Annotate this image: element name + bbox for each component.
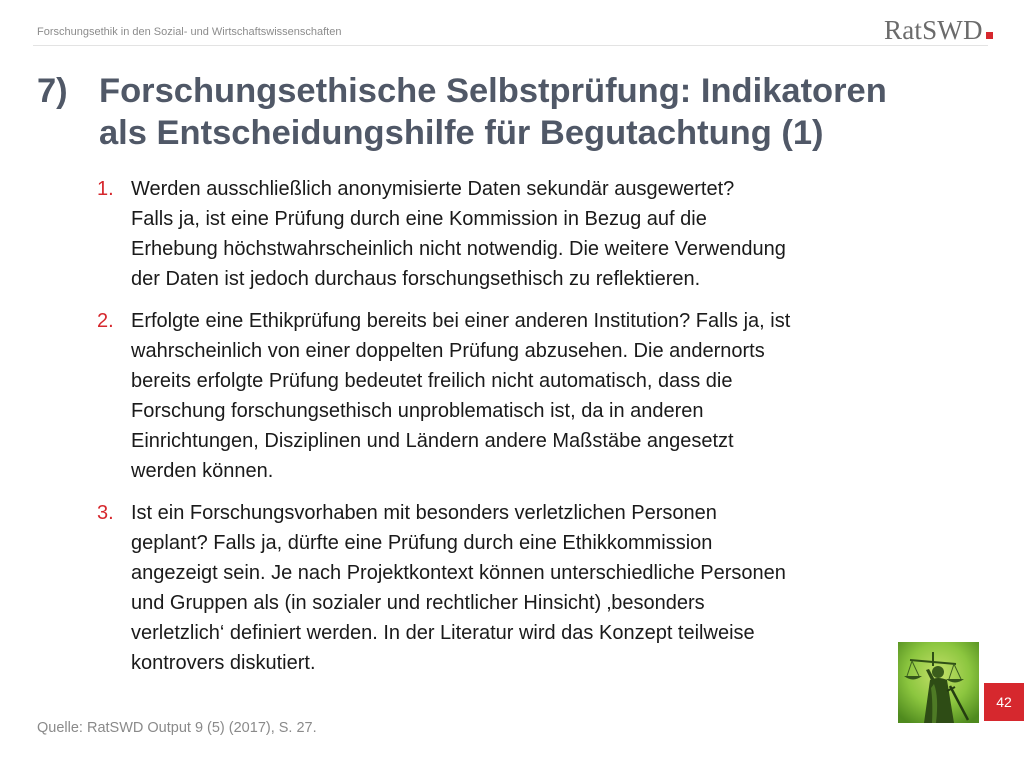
- justitia-image-graphic: [898, 642, 979, 723]
- list-item-number: 1.: [97, 178, 114, 200]
- title-number: 7): [37, 72, 68, 110]
- logo-text: RatSWD: [884, 15, 983, 45]
- source-citation: Quelle: RatSWD Output 9 (5) (2017), S. 27.: [37, 720, 317, 736]
- header-subtitle: Forschungsethik in den Sozial- und Wirtschaftswissenschaften: [37, 26, 342, 38]
- page-number-badge: 42: [984, 683, 1024, 721]
- list-item-text: Ist ein Forschungsvorhaben mit besonders verletzlichen Personen geplant? Falls ja, dürfte eine Prüfung durch eine Ethikkommission angezeigt sein. Je nach Projektkontext können unterschiedliche Personen und Gruppen als (in sozialer und rechtlicher Hinsicht) ‚besonders verletzlich‘ definiert werden. In der Literatur wird das Konzept teilweise kontrovers diskutiert.: [131, 502, 786, 674]
- slide-title: [37, 70, 937, 154]
- list-item: [97, 174, 897, 294]
- ratswd-logo: [884, 9, 993, 45]
- title-line-1: Forschungsethische Selbstprüfung: Indikatoren: [99, 72, 887, 110]
- title-indent: [37, 112, 99, 154]
- indicator-list: [97, 174, 897, 690]
- logo-dot: [986, 32, 993, 39]
- list-item-number: 2.: [97, 310, 114, 332]
- justitia-statue-image: [898, 642, 979, 723]
- list-item: [97, 498, 897, 678]
- title-row-2: [37, 112, 937, 154]
- header-divider: [33, 45, 988, 46]
- title-row-1: [37, 70, 937, 112]
- list-item: [97, 306, 897, 486]
- list-item-text: Erfolgte eine Ethikprüfung bereits bei einer anderen Institution? Falls ja, ist wahrscheinlich von einer doppelten Prüfung abzusehen. Die andernorts bereits erfolgte Prüfung bedeutet freilich nicht automatisch, dass die Forschung forschungsethisch unproblematisch ist, da in anderen Einrichtungen, Disziplinen und Ländern andere Maßstäbe angesetzt werden können.: [131, 310, 791, 482]
- list-item-text: Werden ausschließlich anonymisierte Daten sekundär ausgewertet? Falls ja, ist eine Prüfung durch eine Kommission in Bezug auf die Erhebung höchstwahrscheinlich nicht notwendig. Die weitere Verwendung der Daten ist jedoch durchaus forschungsethisch zu reflektieren.: [131, 178, 786, 290]
- list-item-number: 3.: [97, 502, 114, 524]
- title-line-2: als Entscheidungshilfe für Begutachtung (1): [99, 114, 824, 152]
